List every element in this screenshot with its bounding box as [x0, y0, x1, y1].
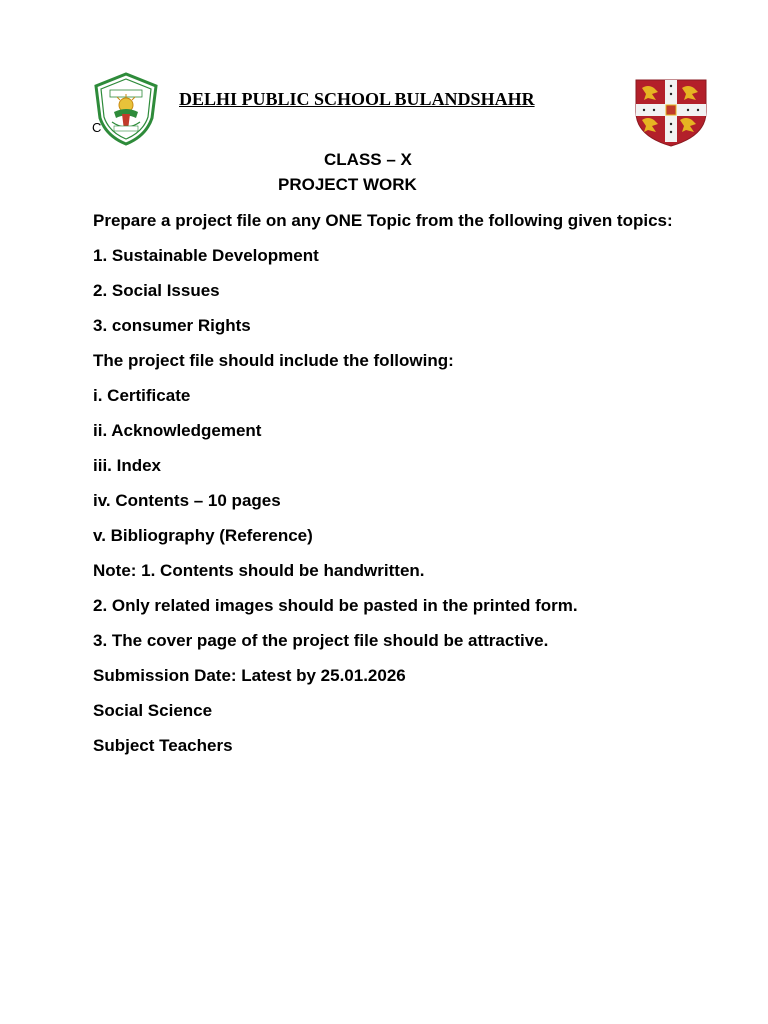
topic-item: 2. Social Issues [93, 281, 220, 300]
include-item: iv. Contents – 10 pages [93, 491, 281, 510]
heraldic-shield-lions-icon [634, 78, 708, 148]
topic-item: 1. Sustainable Development [93, 246, 319, 265]
include-heading: The project file should include the following: [93, 351, 454, 370]
heraldic-shield-logo [634, 78, 708, 148]
topic-item: 3. consumer Rights [93, 316, 251, 335]
intro-paragraph: Prepare a project file on any ONE Topic from the following given topics: [93, 211, 673, 230]
project-work-heading: PROJECT WORK [278, 175, 417, 194]
note-item: Note: 1. Contents should be handwritten. [93, 561, 425, 580]
note-item: 2. Only related images should be pasted in the printed form. [93, 596, 578, 615]
class-heading: CLASS – X [324, 150, 412, 169]
dps-school-crest-icon [92, 72, 160, 146]
stray-character: C [92, 120, 102, 135]
signoff-subject: Social Science [93, 701, 213, 720]
document-body [93, 209, 693, 769]
include-item: v. Bibliography (Reference) [93, 526, 313, 545]
include-item: i. Certificate [93, 386, 191, 405]
school-crest-logo [92, 72, 160, 146]
school-name-heading: DELHI PUBLIC SCHOOL BULANDSHAHR [179, 89, 535, 109]
include-item: iii. Index [93, 456, 162, 475]
note-item: 3. The cover page of the project file should be attractive. [93, 631, 549, 650]
include-item: ii. Acknowledgement [93, 421, 262, 440]
signoff-teachers: Subject Teachers [93, 736, 233, 755]
submission-date: Submission Date: Latest by 25.01.2026 [93, 666, 406, 685]
